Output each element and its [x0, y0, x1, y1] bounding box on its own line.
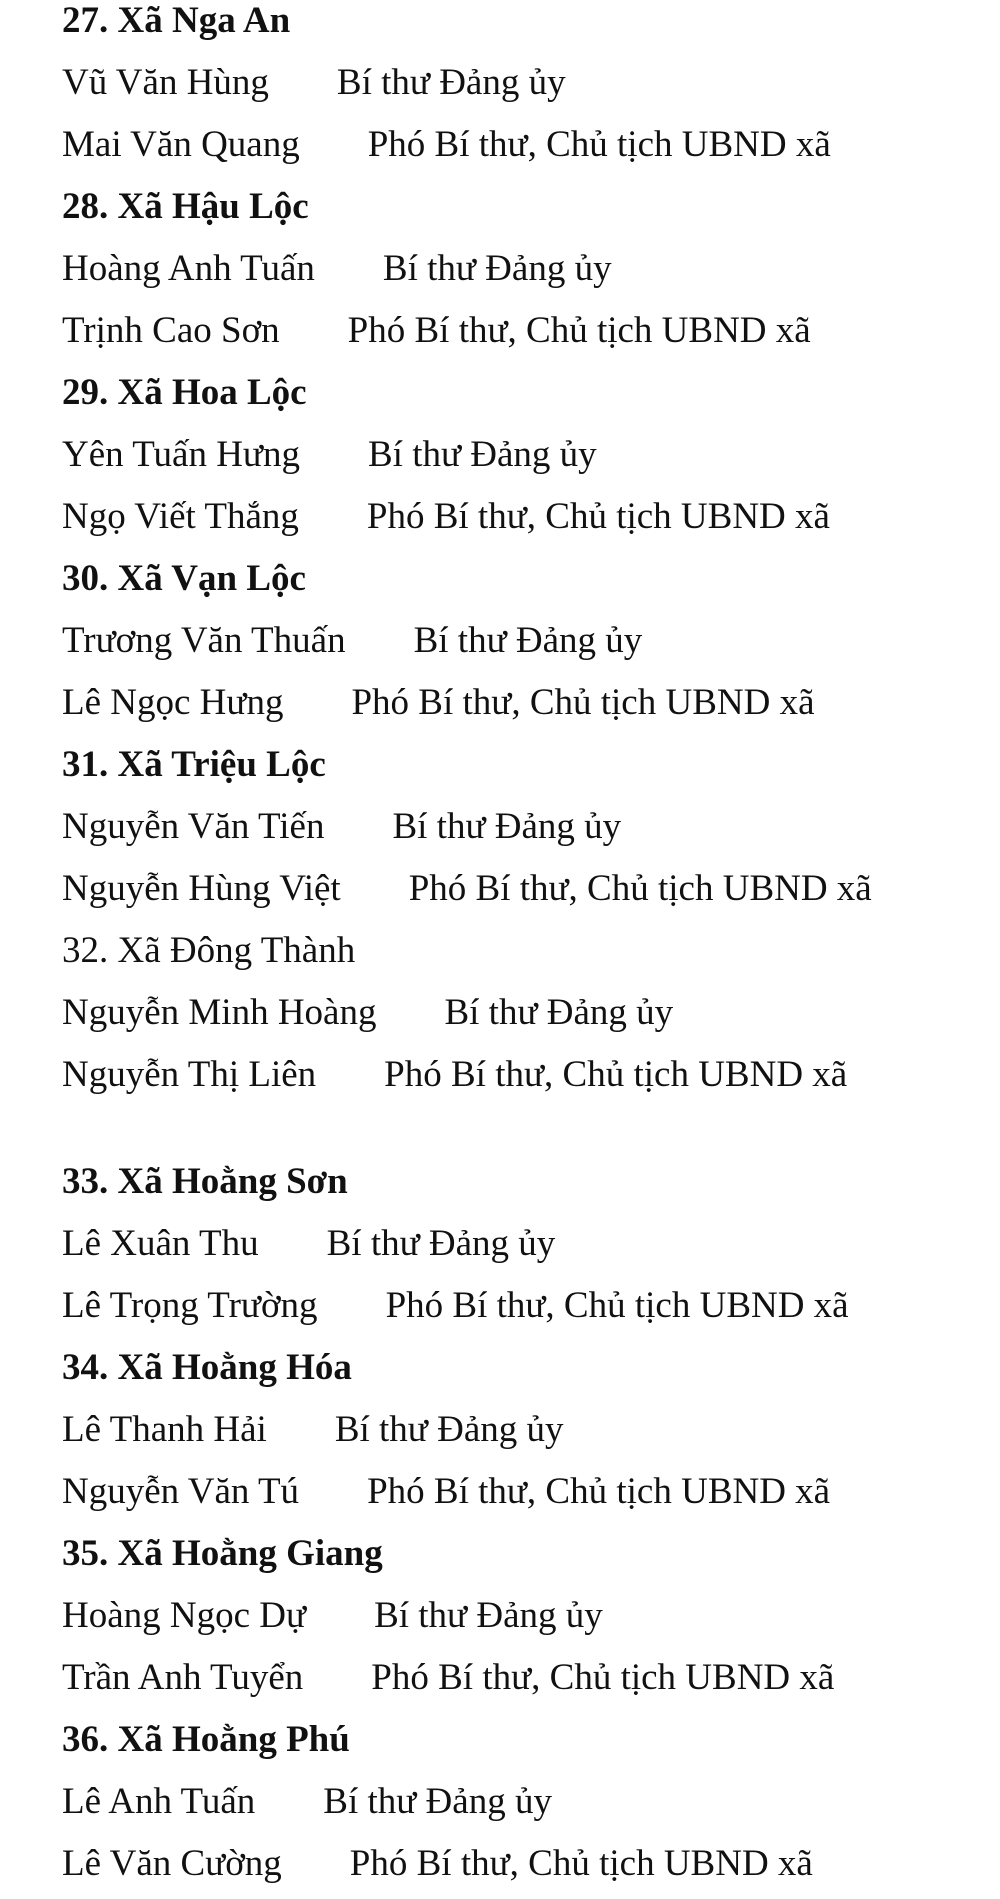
member-row	[62, 1275, 1000, 1337]
member-role: Bí thư Đảng ủy	[382, 248, 612, 289]
member-role: Phó Bí thư, Chủ tịch UBND xã	[349, 1843, 813, 1884]
section-heading: 29. Xã Hoa Lộc	[62, 372, 307, 413]
member-name: Yên Tuấn Hưng	[62, 434, 300, 475]
member-role: Phó Bí thư, Chủ tịch UBND xã	[366, 496, 830, 537]
member-row	[62, 486, 1000, 548]
member-role: Phó Bí thư, Chủ tịch UBND xã	[367, 1471, 831, 1512]
member-row	[62, 1044, 1000, 1106]
member-row	[62, 1399, 1000, 1461]
section-heading: 30. Xã Vạn Lộc	[62, 558, 306, 599]
member-row	[62, 1771, 1000, 1833]
member-row	[62, 982, 1000, 1044]
member-name: Hoàng Ngọc Dự	[62, 1595, 307, 1636]
member-role: Phó Bí thư, Chủ tịch UBND xã	[384, 1054, 848, 1095]
section-heading: 33. Xã Hoằng Sơn	[62, 1161, 348, 1202]
member-name: Lê Văn Cường	[62, 1843, 282, 1884]
member-row	[62, 1461, 1000, 1523]
member-row	[62, 796, 1000, 858]
member-name: Trần Anh Tuyển	[62, 1657, 304, 1698]
paragraph-gap	[62, 1106, 1000, 1151]
member-name: Nguyễn Minh Hoàng	[62, 992, 377, 1033]
member-row	[62, 114, 1000, 176]
member-name: Nguyễn Văn Tiến	[62, 806, 325, 847]
member-row	[62, 672, 1000, 734]
member-role: Phó Bí thư, Chủ tịch UBND xã	[351, 682, 815, 723]
member-row	[62, 238, 1000, 300]
member-role: Bí thư Đảng ủy	[413, 620, 643, 661]
member-name: Vũ Văn Hùng	[62, 62, 269, 103]
member-name: Lê Trọng Trường	[62, 1285, 318, 1326]
section-heading: 28. Xã Hậu Lộc	[62, 186, 309, 227]
member-row	[62, 1213, 1000, 1275]
member-row	[62, 858, 1000, 920]
member-row	[62, 52, 1000, 114]
member-role: Bí thư Đảng ủy	[334, 1409, 564, 1450]
section-heading: 31. Xã Triệu Lộc	[62, 744, 326, 785]
member-name: Lê Thanh Hải	[62, 1409, 267, 1450]
member-name: Nguyễn Hùng Việt	[62, 868, 341, 909]
member-name: Ngọ Viết Thắng	[62, 496, 299, 537]
member-name: Lê Ngọc Hưng	[62, 682, 284, 723]
member-name: Nguyễn Văn Tú	[62, 1471, 300, 1512]
member-name: Hoàng Anh Tuấn	[62, 248, 315, 289]
section-heading: 32. Xã Đông Thành	[62, 930, 356, 971]
member-role: Bí thư Đảng ủy	[367, 434, 597, 475]
member-role: Phó Bí thư, Chủ tịch UBND xã	[371, 1657, 835, 1698]
section-heading: 35. Xã Hoằng Giang	[62, 1533, 383, 1574]
member-role: Phó Bí thư, Chủ tịch UBND xã	[347, 310, 811, 351]
member-row	[62, 424, 1000, 486]
member-role: Bí thư Đảng ủy	[374, 1595, 603, 1636]
section-heading: 34. Xã Hoằng Hóa	[62, 1347, 352, 1388]
member-row	[62, 610, 1000, 672]
member-role: Phó Bí thư, Chủ tịch UBND xã	[367, 124, 831, 165]
member-name: Lê Xuân Thu	[62, 1223, 259, 1264]
member-role: Phó Bí thư, Chủ tịch UBND xã	[408, 868, 872, 909]
member-row	[62, 300, 1000, 362]
member-row	[62, 1833, 1000, 1895]
member-row	[62, 1585, 1000, 1647]
member-name: Nguyễn Thị Liên	[62, 1054, 317, 1095]
member-role: Bí thư Đảng ủy	[326, 1223, 556, 1264]
member-name: Trịnh Cao Sơn	[62, 310, 280, 351]
member-role: Bí thư Đảng ủy	[444, 992, 674, 1033]
member-name: Lê Anh Tuấn	[62, 1781, 256, 1822]
member-row	[62, 1647, 1000, 1709]
member-role: Bí thư Đảng ủy	[392, 806, 622, 847]
member-name: Mai Văn Quang	[62, 124, 300, 165]
section-heading: 27. Xã Nga An	[62, 0, 291, 41]
commune-leadership-list	[62, 0, 1000, 1895]
member-name: Trương Văn Thuấn	[62, 620, 346, 661]
member-role: Bí thư Đảng ủy	[336, 62, 566, 103]
member-role: Bí thư Đảng ủy	[323, 1781, 552, 1822]
section-heading: 36. Xã Hoằng Phú	[62, 1719, 350, 1760]
member-role: Phó Bí thư, Chủ tịch UBND xã	[385, 1285, 849, 1326]
